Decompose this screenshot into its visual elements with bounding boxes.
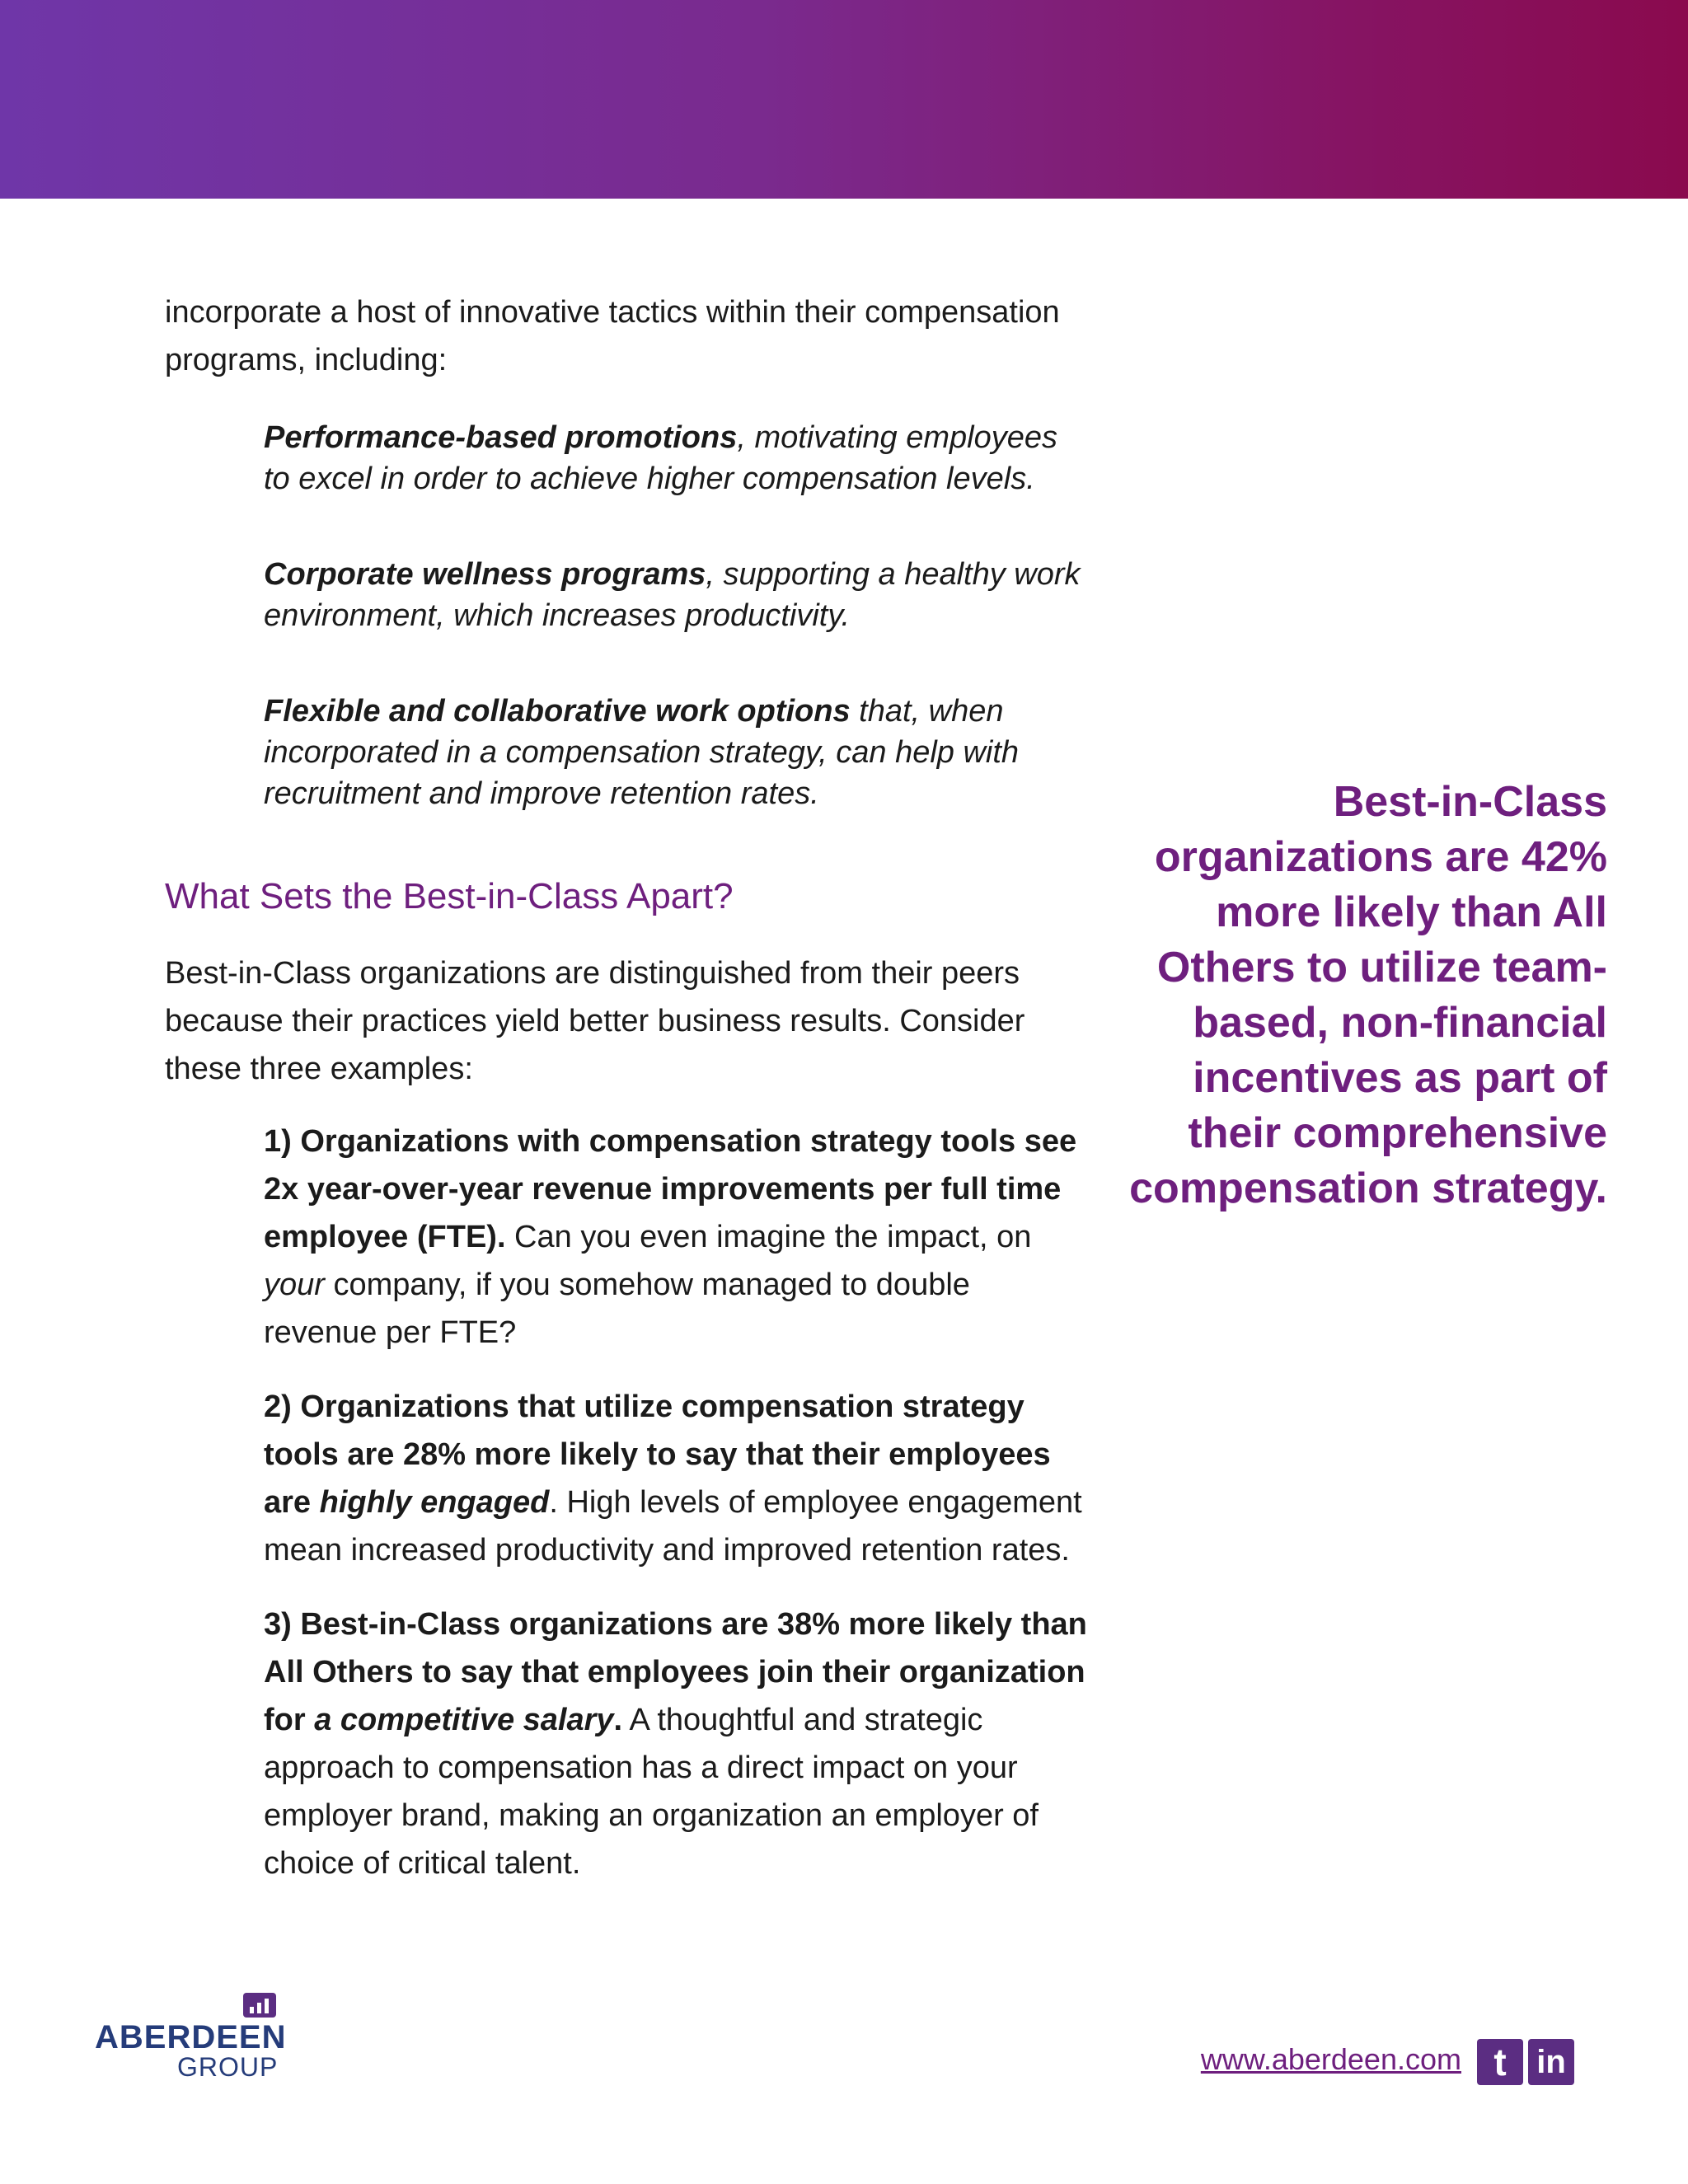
- section-title: What Sets the Best-in-Class Apart?: [165, 876, 734, 916]
- lead-paragraph: incorporate a host of innovative tactics within their compensation programs, including:: [165, 295, 1060, 377]
- logo-subtitle: GROUP: [177, 2052, 279, 2082]
- example-1-bold: 1) Organizations with compensation strategy tools see 2x year-over-year revenue improvements per full time employee (FTE).: [264, 1124, 1077, 1254]
- main-content: [165, 288, 1088, 1887]
- example-1-text: Can you even imagine the impact, on: [505, 1220, 1032, 1254]
- aberdeen-logo: [95, 1993, 288, 2083]
- example-1-text-end: company, if you somehow managed to double revenue per FTE?: [264, 1268, 970, 1350]
- example-1: [264, 1118, 1088, 1357]
- tactic-title: Flexible and collaborative work options: [264, 694, 851, 729]
- example-3-text: A thoughtful and strategic approach to compensation has a direct impact on your employer brand, making an organization an employer of choice of critical talent.: [264, 1703, 1039, 1881]
- tactic-description: , motivating employees to excel in order to achieve higher compensation levels.: [264, 420, 1057, 496]
- tactic-performance-promotions: [264, 417, 1088, 499]
- example-2-text: . High levels of employee engagement mean increased productivity and improved retention rates.: [264, 1485, 1082, 1568]
- website-link[interactable]: www.aberdeen.com: [1200, 2042, 1461, 2076]
- header-gradient-band: [0, 0, 1688, 199]
- example-1-italic: your: [264, 1268, 325, 1302]
- linkedin-icon[interactable]: in: [1528, 2039, 1574, 2085]
- logo-name: ABERDEEN: [95, 2019, 287, 2055]
- tactic-flexible-work: [264, 691, 1088, 814]
- tactic-title: Performance-based promotions: [264, 420, 738, 455]
- example-2: [264, 1383, 1088, 1574]
- bar-chart-icon: [243, 1993, 276, 2018]
- twitter-icon[interactable]: t: [1477, 2039, 1523, 2085]
- tactic-description: , supporting a healthy work environment, which increases productivity.: [264, 557, 1081, 633]
- tactic-title: Corporate wellness programs: [264, 557, 706, 592]
- example-3-bold: 3) Best-in-Class organizations are 38% more likely than All Others to say that employees join their organization for: [264, 1607, 1087, 1737]
- tactic-wellness-programs: [264, 554, 1088, 636]
- example-2-bold: 2) Organizations that utilize compensation strategy tools are 28% more likely to say that their employees are: [264, 1390, 1051, 1520]
- intro-paragraph: Best-in-Class organizations are distinguished from their peers because their practices yield better business results. Consider these three examples:: [165, 956, 1025, 1086]
- example-3: [264, 1601, 1088, 1887]
- pull-quote: Best-in-Class organizations are 42% more likely than All Others to utilize team-based, non-financial incentives as part of their comprehensive compensation strategy.: [1129, 778, 1607, 1212]
- example-3-bold-end: .: [613, 1703, 623, 1737]
- example-2-bold-italic: highly engaged: [319, 1485, 550, 1520]
- example-3-bold-italic: a competitive salary: [314, 1703, 614, 1737]
- tactic-description: that, when incorporated in a compensation strategy, can help with recruitment and improve retention rates.: [264, 694, 1020, 811]
